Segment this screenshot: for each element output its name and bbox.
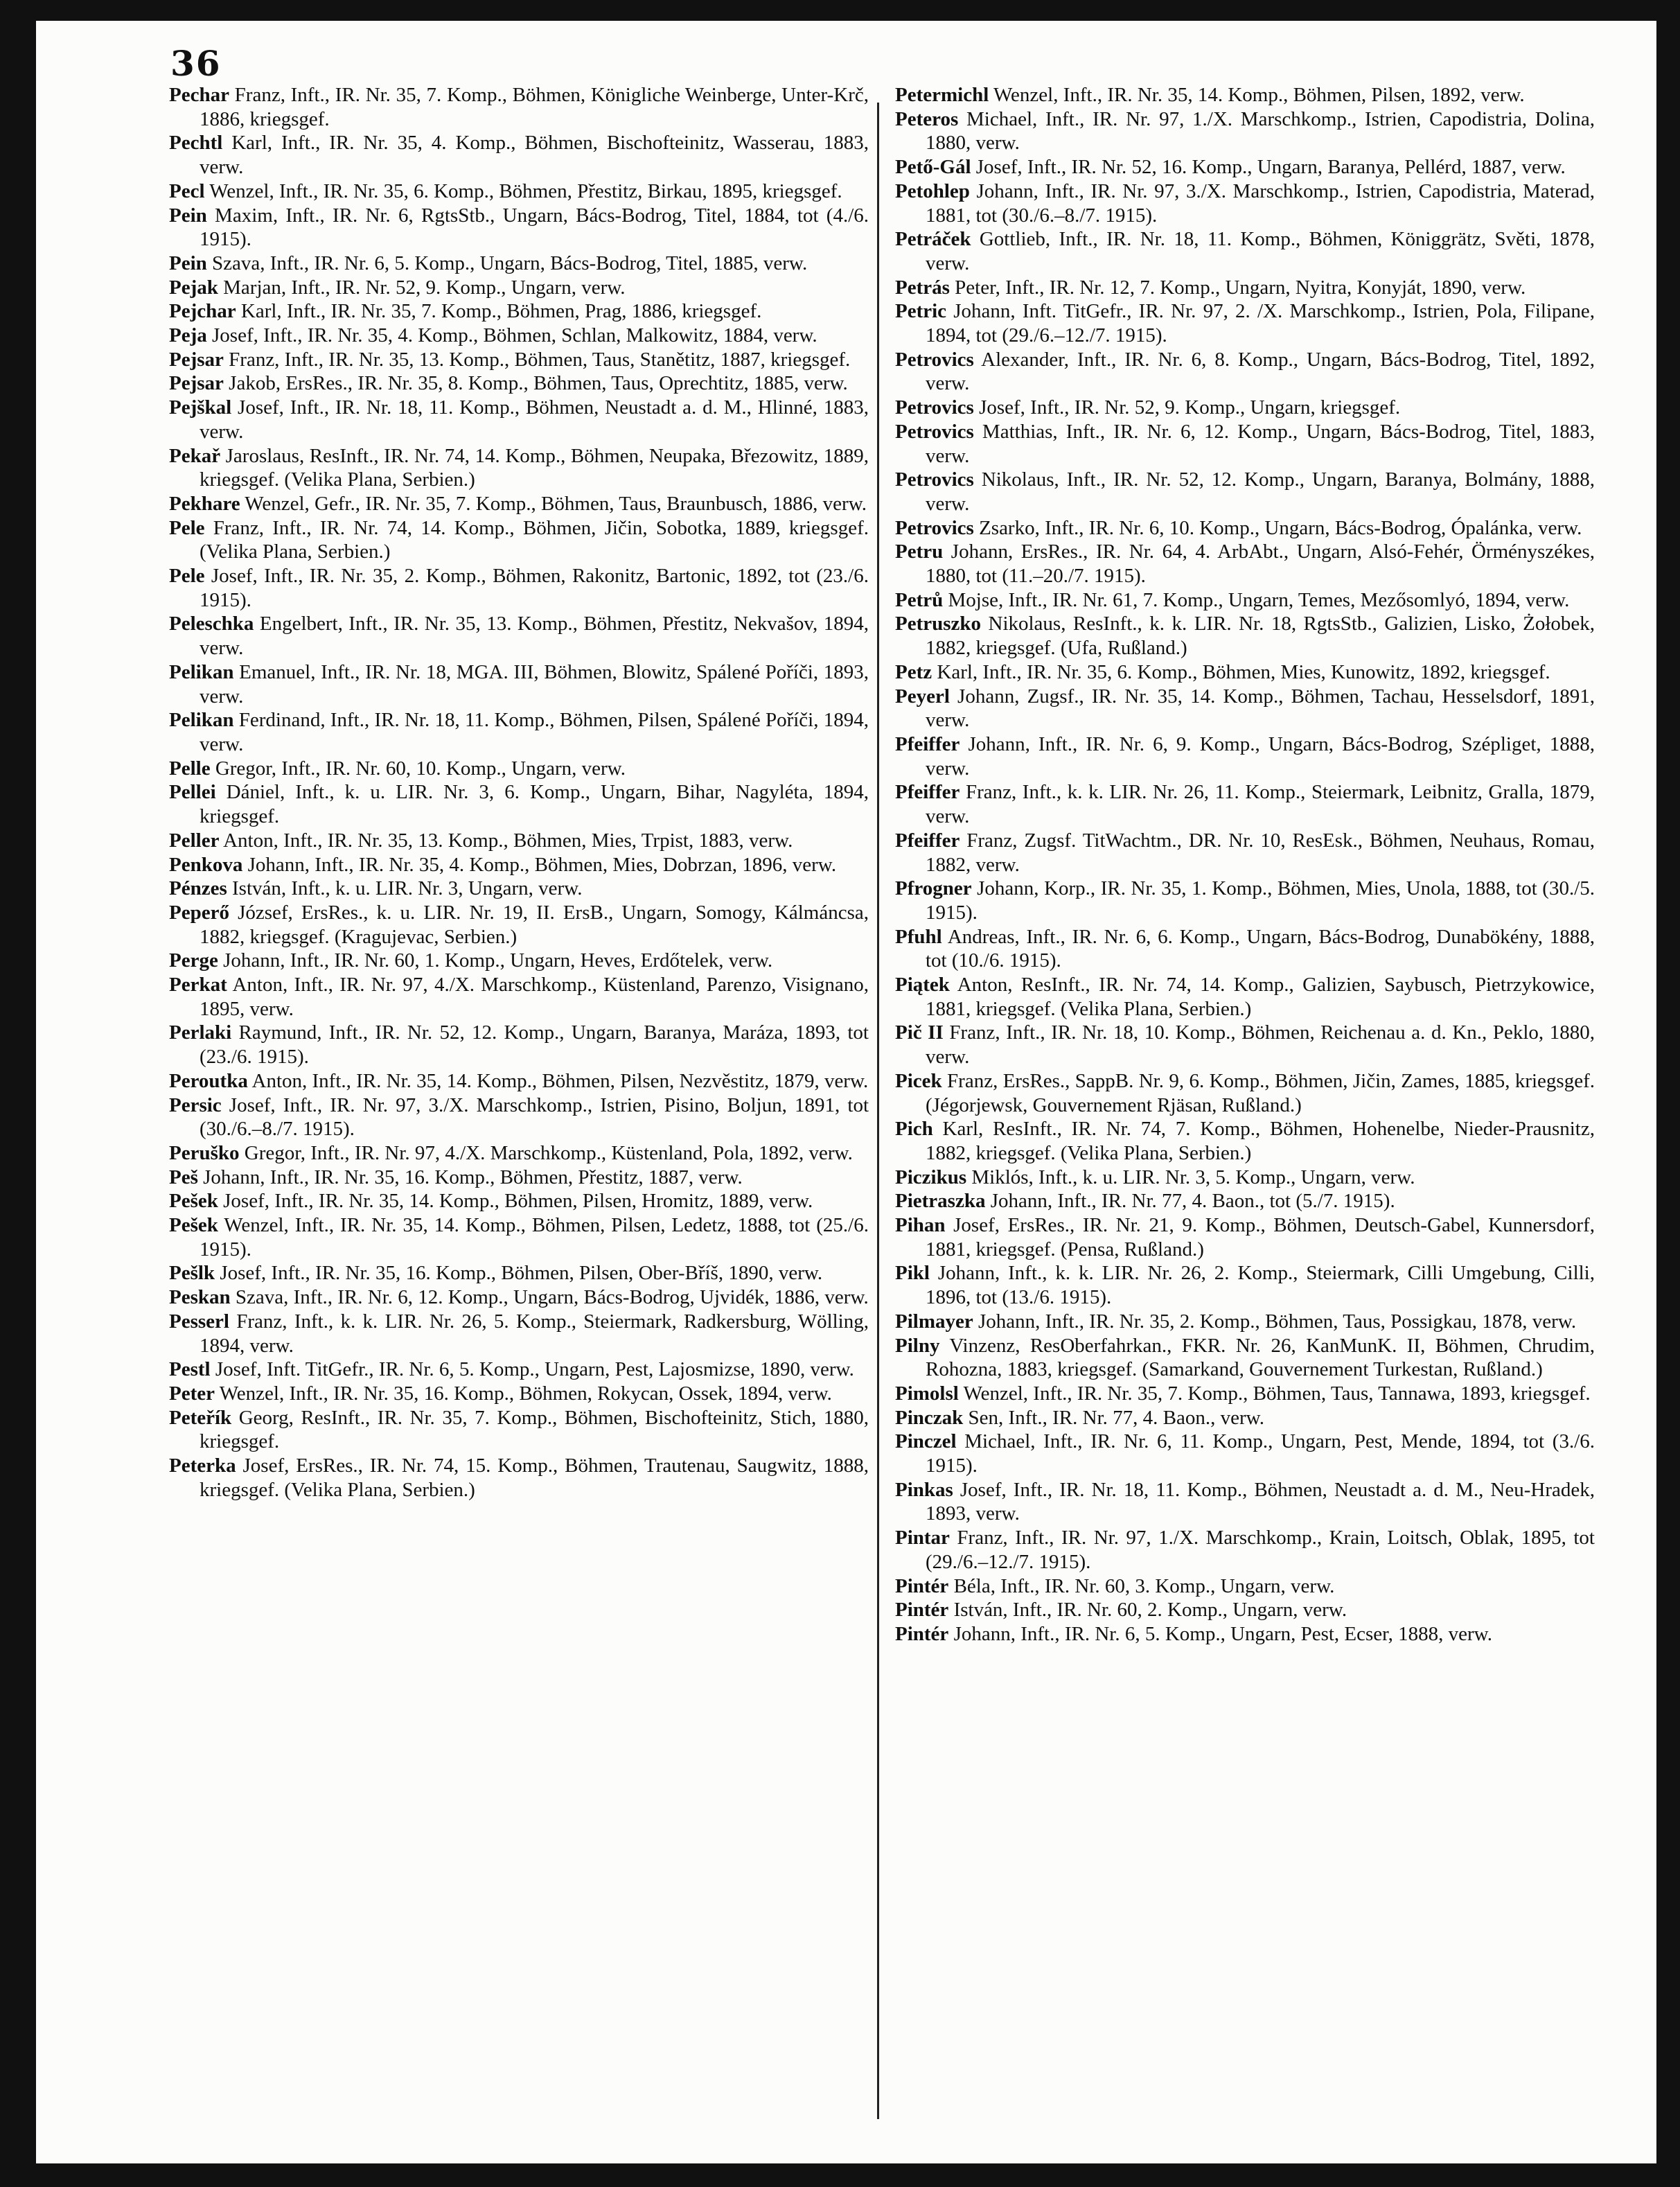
list-item bbox=[895, 685, 1595, 732]
entry-surname: Pintér bbox=[895, 1599, 949, 1622]
entry-details: Johann, Inft., IR. Nr. 35, 2. Komp., Böhmen, Taus, Possigkau, 1878, verw. bbox=[973, 1310, 1577, 1333]
entry-details: Johann, Korp., IR. Nr. 35, 1. Komp., Böhmen, Mies, Unola, 1888, tot (30./5. 1915). bbox=[926, 877, 1595, 924]
entry-surname: Pikl bbox=[895, 1262, 930, 1285]
entry-details: Johann, Zugsf., IR. Nr. 35, 14. Komp., Böhmen, Tachau, Hesselsdorf, 1891, verw. bbox=[926, 685, 1595, 732]
entry-details: Raymund, Inft., IR. Nr. 52, 12. Komp., Ungarn, Baranya, Maráza, 1893, tot (23./6. 1915). bbox=[200, 1021, 869, 1069]
entry-surname: Pellei bbox=[169, 781, 216, 804]
list-item bbox=[895, 1406, 1595, 1430]
entry-surname: Pejsar bbox=[169, 348, 224, 371]
entry-surname: Pesserl bbox=[169, 1310, 229, 1333]
entry-surname: Peruško bbox=[169, 1141, 240, 1164]
entry-surname: Pein bbox=[169, 204, 207, 227]
entry-details: Josef, ErsRes., IR. Nr. 74, 15. Komp., Böhmen, Trautenau, Saugwitz, 1888, kriegsgef. (Velika Plana, Serbien.) bbox=[200, 1455, 869, 1501]
list-item bbox=[895, 1526, 1595, 1574]
entry-details: Franz, Inft., k. k. LIR. Nr. 26, 11. Komp., Steiermark, Leibnitz, Gralla, 1879, verw. bbox=[926, 781, 1595, 828]
list-item bbox=[169, 179, 869, 204]
entry-details: Zsarko, Inft., IR. Nr. 6, 10. Komp., Ungarn, Bács-Bodrog, Ópalánka, verw. bbox=[973, 516, 1582, 539]
list-item bbox=[169, 1261, 869, 1285]
entry-details: Franz, Inft., IR. Nr. 35, 13. Komp., Böhmen, Taus, Stanětitz, 1887, kriegsgef. bbox=[223, 348, 851, 371]
list-item bbox=[895, 540, 1595, 588]
list-item bbox=[895, 877, 1595, 924]
list-item bbox=[169, 324, 869, 348]
entry-surname: Petrovics bbox=[895, 468, 974, 491]
entry-surname: Pihan bbox=[895, 1214, 946, 1237]
entry-surname: Pein bbox=[169, 252, 207, 274]
entry-surname: Pejškal bbox=[169, 396, 232, 419]
entry-surname: Petohlep bbox=[895, 179, 970, 202]
entry-details: Engelbert, Inft., IR. Nr. 35, 13. Komp., Böhmen, Přestitz, Nekvašov, 1894, verw. bbox=[200, 613, 869, 660]
entry-surname: Pimolsl bbox=[895, 1382, 959, 1405]
entry-surname: Petrovics bbox=[895, 396, 974, 419]
list-item bbox=[895, 1430, 1595, 1477]
entry-details: Josef, Inft. TitGefr., IR. Nr. 6, 5. Komp., Ungarn, Pest, Lajosmizse, 1890, verw. bbox=[210, 1358, 854, 1381]
entry-details: Franz, ErsRes., SappB. Nr. 9, 6. Komp., Böhmen, Jičin, Zames, 1885, kriegsgef. (Jégorjewsk, Gouvernement Rjäsan, Rußland.) bbox=[926, 1069, 1595, 1116]
entry-details: Josef, Inft., IR. Nr. 18, 11. Komp., Böhmen, Neustadt a. d. M., Hlinné, 1883, verw. bbox=[200, 396, 869, 443]
entry-surname: Pinczak bbox=[895, 1406, 964, 1429]
entry-surname: Pietraszka bbox=[895, 1190, 986, 1213]
entry-surname: Petric bbox=[895, 300, 947, 323]
entry-details: Franz, Inft., k. k. LIR. Nr. 26, 5. Komp., Steiermark, Radkersburg, Wölling, 1894, verw. bbox=[200, 1310, 869, 1357]
entry-surname: Pilmayer bbox=[895, 1310, 973, 1333]
entry-surname: Peter bbox=[169, 1382, 215, 1405]
entry-details: Franz, Zugsf. TitWachtm., DR. Nr. 10, ResEsk., Böhmen, Neuhaus, Romau, 1882, verw. bbox=[926, 829, 1595, 876]
entry-surname: Peperő bbox=[169, 901, 229, 924]
list-item bbox=[169, 1213, 869, 1261]
entry-details: Wenzel, Inft., IR. Nr. 35, 16. Komp., Böhmen, Rokycan, Ossek, 1894, verw. bbox=[215, 1382, 832, 1405]
list-item bbox=[895, 660, 1595, 685]
list-item bbox=[895, 299, 1595, 347]
entry-surname: Pelikan bbox=[169, 660, 234, 683]
entry-details: Johann, Inft., IR. Nr. 6, 9. Komp., Ungarn, Bács-Bodrog, Szépliget, 1888, verw. bbox=[926, 732, 1595, 780]
scan-border-top bbox=[0, 0, 1680, 21]
entry-surname: Pfrogner bbox=[895, 877, 972, 900]
list-item bbox=[169, 829, 869, 853]
entry-surname: Perge bbox=[169, 949, 218, 972]
entry-surname: Petrů bbox=[895, 588, 944, 611]
entry-details: Jakob, ErsRes., IR. Nr. 35, 8. Komp., Böhmen, Taus, Oprechtitz, 1885, verw. bbox=[223, 372, 848, 395]
list-item bbox=[169, 1454, 869, 1502]
entry-surname: Peš bbox=[169, 1166, 198, 1188]
entry-details: Dániel, Inft., k. u. LIR. Nr. 3, 6. Komp., Ungarn, Bihar, Nagyléta, 1894, kriegsgef. bbox=[200, 781, 869, 828]
entry-surname: Petrovics bbox=[895, 348, 974, 371]
list-item bbox=[169, 371, 869, 396]
entry-surname: Pintér bbox=[895, 1623, 949, 1645]
list-item bbox=[895, 1117, 1595, 1165]
entry-surname: Peleschka bbox=[169, 613, 254, 635]
entry-details: Mojse, Inft., IR. Nr. 61, 7. Komp., Ungarn, Temes, Mezősomlyó, 1894, verw. bbox=[943, 588, 1570, 611]
entry-surname: Pejsar bbox=[169, 372, 224, 395]
entry-details: Josef, Inft., IR. Nr. 35, 4. Komp., Böhmen, Schlan, Malkowitz, 1884, verw. bbox=[206, 324, 817, 347]
list-item bbox=[169, 444, 869, 492]
entry-surname: Pešek bbox=[169, 1214, 218, 1237]
entry-surname: Peterka bbox=[169, 1455, 236, 1477]
entry-surname: Pekhare bbox=[169, 492, 240, 515]
list-item bbox=[895, 829, 1595, 877]
entry-surname: Pele bbox=[169, 565, 205, 588]
entry-surname: Pfeiffer bbox=[895, 829, 960, 852]
list-item bbox=[169, 660, 869, 708]
entry-details: Josef, Inft., IR. Nr. 35, 14. Komp., Böhmen, Pilsen, Hromitz, 1889, verw. bbox=[218, 1190, 813, 1213]
entry-details: Ferdinand, Inft., IR. Nr. 18, 11. Komp., Böhmen, Pilsen, Spálené Poříči, 1894, verw. bbox=[200, 709, 869, 755]
entry-surname: Perlaki bbox=[169, 1021, 232, 1044]
entry-surname: Persic bbox=[169, 1094, 222, 1116]
entry-details: Josef, Inft., IR. Nr. 52, 9. Komp., Ungarn, kriegsgef. bbox=[973, 396, 1401, 419]
list-item bbox=[895, 107, 1595, 155]
entry-surname: Peyerl bbox=[895, 685, 950, 708]
list-item bbox=[895, 1382, 1595, 1406]
entry-surname: Pič II bbox=[895, 1021, 944, 1044]
entry-details: Peter, Inft., IR. Nr. 12, 7. Komp., Ungarn, Nyitra, Konyját, 1890, verw. bbox=[949, 276, 1526, 299]
list-item bbox=[169, 612, 869, 660]
list-item bbox=[895, 348, 1595, 396]
entry-surname: Peteřík bbox=[169, 1406, 232, 1429]
list-item bbox=[169, 853, 869, 877]
entry-surname: Pecl bbox=[169, 179, 205, 202]
entry-details: Miklós, Inft., k. u. LIR. Nr. 3, 5. Komp., Ungarn, verw. bbox=[966, 1166, 1415, 1188]
entry-surname: Pfeiffer bbox=[895, 732, 960, 755]
entry-details: Johann, Inft., IR. Nr. 6, 5. Komp., Ungarn, Pest, Ecser, 1888, verw. bbox=[948, 1623, 1492, 1645]
list-item bbox=[895, 780, 1595, 828]
list-item bbox=[169, 780, 869, 828]
list-item bbox=[895, 732, 1595, 780]
entry-details: Anton, Inft., IR. Nr. 97, 4./X. Marschkomp., Küstenland, Parenzo, Visignano, 1895, verw. bbox=[200, 974, 869, 1020]
entry-details: Wenzel, Inft., IR. Nr. 35, 6. Komp., Böhmen, Přestitz, Birkau, 1895, kriegsgef. bbox=[204, 179, 842, 202]
entry-surname: Petruszko bbox=[895, 613, 982, 635]
entry-details: Emanuel, Inft., IR. Nr. 18, MGA. III, Böhmen, Blowitz, Spálené Poříči, 1893, verw. bbox=[200, 660, 869, 708]
column-divider bbox=[877, 103, 879, 2119]
entry-details: Josef, Inft., IR. Nr. 97, 3./X. Marschkomp., Istrien, Pisino, Boljun, 1891, tot (30./6.–8./7. 1915). bbox=[200, 1094, 869, 1141]
list-item bbox=[895, 1021, 1595, 1069]
entry-surname: Pintar bbox=[895, 1527, 950, 1549]
entry-details: Johann, Inft., k. k. LIR. Nr. 26, 2. Komp., Steiermark, Cilli Umgebung, Cilli, 1896, tot (13./6. 1915). bbox=[926, 1262, 1595, 1309]
entry-details: Szava, Inft., IR. Nr. 6, 5. Komp., Ungarn, Bács-Bodrog, Titel, 1885, verw. bbox=[206, 252, 808, 274]
list-item bbox=[169, 1189, 869, 1213]
entry-details: Wenzel, Gefr., IR. Nr. 35, 7. Komp., Böhmen, Taus, Braunbusch, 1886, verw. bbox=[240, 492, 867, 515]
list-item bbox=[169, 492, 869, 516]
entry-details: Gregor, Inft., IR. Nr. 60, 10. Komp., Ungarn, verw. bbox=[210, 757, 626, 780]
entry-surname: Peteros bbox=[895, 107, 959, 130]
entry-surname: Pelle bbox=[169, 757, 211, 780]
list-item bbox=[895, 420, 1595, 468]
entry-surname: Pénzes bbox=[169, 877, 227, 900]
entry-surname: Pilny bbox=[895, 1334, 940, 1357]
list-item bbox=[895, 1213, 1595, 1261]
entry-details: Maxim, Inft., IR. Nr. 6, RgtsStb., Ungarn, Bács-Bodrog, Titel, 1884, tot (4./6. 1915). bbox=[200, 204, 869, 251]
entry-surname: Picek bbox=[895, 1069, 942, 1092]
list-item bbox=[895, 1166, 1595, 1190]
entry-details: Johann, Inft., IR. Nr. 35, 4. Komp., Böhmen, Mies, Dobrzan, 1896, verw. bbox=[242, 853, 837, 876]
entry-details: Josef, Inft., IR. Nr. 35, 16. Komp., Böhmen, Pilsen, Ober-Bříš, 1890, verw. bbox=[215, 1262, 823, 1285]
entry-surname: Peller bbox=[169, 829, 220, 852]
list-item bbox=[895, 973, 1595, 1021]
list-item bbox=[895, 179, 1595, 227]
list-item bbox=[895, 1598, 1595, 1622]
entry-details: Wenzel, Inft., IR. Nr. 35, 14. Komp., Böhmen, Pilsen, 1892, verw. bbox=[989, 84, 1525, 106]
list-item bbox=[169, 83, 869, 131]
list-item bbox=[895, 468, 1595, 516]
list-item bbox=[169, 1069, 869, 1094]
entry-details: Anton, Inft., IR. Nr. 35, 13. Komp., Böhmen, Mies, Trpist, 1883, verw. bbox=[219, 829, 793, 852]
list-item bbox=[895, 1334, 1595, 1382]
entry-surname: Pejak bbox=[169, 276, 218, 299]
list-item bbox=[169, 949, 869, 973]
list-item bbox=[169, 516, 869, 564]
list-item bbox=[169, 1310, 869, 1358]
entry-details: Josef, Inft., IR. Nr. 18, 11. Komp., Böhmen, Neustadt a. d. M., Neu-Hradek, 1893, verw. bbox=[926, 1478, 1595, 1525]
list-item bbox=[169, 276, 869, 300]
entry-surname: Penkova bbox=[169, 853, 243, 876]
list-item bbox=[895, 612, 1595, 660]
list-item bbox=[895, 1261, 1595, 1309]
entry-surname: Petz bbox=[895, 660, 932, 683]
entry-surname: Peroutka bbox=[169, 1069, 248, 1092]
list-item bbox=[169, 757, 869, 781]
list-item bbox=[169, 204, 869, 252]
list-item bbox=[895, 1574, 1595, 1599]
list-item bbox=[169, 877, 869, 901]
list-item bbox=[895, 1310, 1595, 1334]
entry-details: Johann, ErsRes., IR. Nr. 64, 4. ArbAbt., Ungarn, Alsó-Fehér, Örményszékes, 1880, tot (11.–20./7. 1915). bbox=[926, 541, 1595, 588]
list-item bbox=[169, 1285, 869, 1310]
left-column bbox=[169, 83, 869, 1502]
list-item bbox=[169, 1166, 869, 1190]
entry-details: Béla, Inft., IR. Nr. 60, 3. Komp., Ungarn, verw. bbox=[948, 1574, 1335, 1597]
entry-surname: Petráček bbox=[895, 228, 971, 251]
entry-details: Karl, ResInft., IR. Nr. 74, 7. Komp., Böhmen, Hohenelbe, Nieder-Prausnitz, 1882, kriegsgef. (Velika Plana, Serbien.) bbox=[926, 1118, 1595, 1164]
list-item bbox=[169, 973, 869, 1021]
entry-surname: Pešek bbox=[169, 1190, 218, 1213]
entry-surname: Pető-Gál bbox=[895, 156, 971, 179]
entry-surname: Piątek bbox=[895, 974, 950, 996]
entry-details: Franz, Inft., IR. Nr. 35, 7. Komp., Böhmen, Königliche Weinberge, Unter-Krč, 1886, kriegsgef. bbox=[200, 84, 869, 130]
entry-details: Franz, Inft., IR. Nr. 97, 1./X. Marschkomp., Krain, Loitsch, Oblak, 1895, tot (29./6.–12./7. 1915). bbox=[926, 1527, 1595, 1573]
entry-details: Franz, Inft., IR. Nr. 18, 10. Komp., Böhmen, Reichenau a. d. Kn., Peklo, 1880, verw. bbox=[926, 1021, 1595, 1069]
entry-details: Vinzenz, ResOberfahrkan., FKR. Nr. 26, KanMunK. II, Böhmen, Chrudim, Rohozna, 1883, kriegsgef. (Samarkand, Gouvernement Turkestan, Rußland.) bbox=[926, 1334, 1595, 1381]
list-item bbox=[169, 131, 869, 179]
entry-details: Szava, Inft., IR. Nr. 6, 12. Komp., Ungarn, Bács-Bodrog, Ujvidék, 1886, verw. bbox=[230, 1286, 869, 1309]
entry-details: Anton, ResInft., IR. Nr. 74, 14. Komp., Galizien, Saybusch, Pietrzykowice, 1881, kriegsgef. (Velika Plana, Serbien.) bbox=[926, 974, 1595, 1020]
list-item bbox=[895, 1189, 1595, 1213]
scan-border-left bbox=[0, 0, 36, 2187]
list-item bbox=[895, 1069, 1595, 1117]
entry-surname: Pele bbox=[169, 516, 205, 539]
entry-details: Sen, Inft., IR. Nr. 77, 4. Baon., verw. bbox=[963, 1406, 1264, 1429]
entry-details: Gregor, Inft., IR. Nr. 97, 4./X. Marschkomp., Küstenland, Pola, 1892, verw. bbox=[239, 1141, 853, 1164]
entry-details: Karl, Inft., IR. Nr. 35, 4. Komp., Böhmen, Bischofteinitz, Wasserau, 1883, verw. bbox=[200, 132, 869, 179]
entry-surname: Peja bbox=[169, 324, 207, 347]
right-column bbox=[895, 83, 1595, 1646]
entry-surname: Pešlk bbox=[169, 1262, 215, 1285]
entry-surname: Pestl bbox=[169, 1358, 211, 1381]
entry-surname: Petru bbox=[895, 541, 944, 563]
entry-details: István, Inft., IR. Nr. 60, 2. Komp., Ungarn, verw. bbox=[948, 1599, 1347, 1622]
entry-details: Andreas, Inft., IR. Nr. 6, 6. Komp., Ungarn, Bács-Bodrog, Dunabökény, 1888, tot (10./6. 1915). bbox=[926, 925, 1595, 972]
entry-details: József, ErsRes., k. u. LIR. Nr. 19, II. ErsB., Ungarn, Somogy, Kálmáncsa, 1882, kriegsgef. (Kragujevac, Serbien.) bbox=[200, 901, 869, 948]
entry-details: Johann, Inft., IR. Nr. 35, 16. Komp., Böhmen, Přestitz, 1887, verw. bbox=[197, 1166, 743, 1188]
entry-details: Josef, Inft., IR. Nr. 52, 16. Komp., Ungarn, Baranya, Pellérd, 1887, verw. bbox=[971, 156, 1566, 179]
list-item bbox=[895, 396, 1595, 420]
entry-details: Matthias, Inft., IR. Nr. 6, 12. Komp., Ungarn, Bács-Bodrog, Titel, 1883, verw. bbox=[926, 420, 1595, 467]
entry-surname: Pechar bbox=[169, 84, 229, 106]
list-item bbox=[169, 396, 869, 443]
entry-details: Wenzel, Inft., IR. Nr. 35, 7. Komp., Böhmen, Taus, Tannawa, 1893, kriegsgef. bbox=[958, 1382, 1591, 1405]
entry-details: Johann, Inft., IR. Nr. 77, 4. Baon., tot (5./7. 1915). bbox=[985, 1190, 1395, 1213]
entry-surname: Petermichl bbox=[895, 84, 989, 106]
entry-details: István, Inft., k. u. LIR. Nr. 3, Ungarn, verw. bbox=[227, 877, 583, 900]
entry-surname: Pekař bbox=[169, 444, 221, 467]
entry-details: Alexander, Inft., IR. Nr. 6, 8. Komp., Ungarn, Bács-Bodrog, Titel, 1892, verw. bbox=[926, 348, 1595, 395]
entry-details: Gottlieb, Inft., IR. Nr. 18, 11. Komp., Böhmen, Königgrätz, Světi, 1878, verw. bbox=[926, 228, 1595, 274]
list-item bbox=[895, 155, 1595, 179]
entry-details: Franz, Inft., IR. Nr. 74, 14. Komp., Böhmen, Jičin, Sobotka, 1889, kriegsgef. (Velika Plana, Serbien.) bbox=[200, 516, 869, 563]
entry-details: Wenzel, Inft., IR. Nr. 35, 14. Komp., Böhmen, Pilsen, Ledetz, 1888, tot (25./6. 1915). bbox=[200, 1214, 869, 1261]
entry-details: Karl, Inft., IR. Nr. 35, 6. Komp., Böhmen, Mies, Kunowitz, 1892, kriegsgef. bbox=[932, 660, 1550, 683]
list-item bbox=[895, 1622, 1595, 1646]
entry-details: Karl, Inft., IR. Nr. 35, 7. Komp., Böhmen, Prag, 1886, kriegsgef. bbox=[236, 300, 762, 323]
entry-surname: Peskan bbox=[169, 1286, 231, 1309]
entry-surname: Pich bbox=[895, 1118, 933, 1141]
entry-surname: Pfeiffer bbox=[895, 781, 960, 804]
list-item bbox=[169, 564, 869, 612]
entry-details: Michael, Inft., IR. Nr. 6, 11. Komp., Ungarn, Pest, Mende, 1894, tot (3./6. 1915). bbox=[926, 1430, 1595, 1477]
list-item bbox=[169, 1358, 869, 1382]
entry-surname: Pinczel bbox=[895, 1430, 957, 1453]
entry-surname: Pejchar bbox=[169, 300, 236, 323]
list-item bbox=[895, 1478, 1595, 1526]
list-item bbox=[895, 516, 1595, 541]
list-item bbox=[895, 227, 1595, 275]
entry-surname: Pintér bbox=[895, 1574, 949, 1597]
list-item bbox=[169, 252, 869, 276]
list-item bbox=[895, 925, 1595, 973]
entry-details: Georg, ResInft., IR. Nr. 35, 7. Komp., Böhmen, Bischofteinitz, Stich, 1880, kriegsgef. bbox=[200, 1406, 869, 1453]
list-item bbox=[169, 708, 869, 756]
entry-details: Michael, Inft., IR. Nr. 97, 1./X. Marschkomp., Istrien, Capodistria, Dolina, 1880, verw. bbox=[926, 107, 1595, 155]
page-number: 36 bbox=[170, 43, 222, 84]
entry-surname: Pelikan bbox=[169, 709, 234, 732]
list-item bbox=[895, 588, 1595, 613]
entry-surname: Petrovics bbox=[895, 420, 974, 443]
list-item bbox=[169, 1141, 869, 1166]
list-item bbox=[169, 901, 869, 949]
list-item bbox=[169, 1382, 869, 1406]
scan-border-right bbox=[1656, 0, 1680, 2187]
entry-surname: Pfuhl bbox=[895, 925, 942, 948]
list-item bbox=[169, 348, 869, 372]
entry-surname: Pinkas bbox=[895, 1478, 953, 1501]
entry-details: Josef, ErsRes., IR. Nr. 21, 9. Komp., Böhmen, Deutsch-Gabel, Kunnersdorf, 1881, kriegsgef. (Pensa, Rußland.) bbox=[926, 1214, 1595, 1261]
entry-details: Nikolaus, Inft., IR. Nr. 52, 12. Komp., Ungarn, Baranya, Bolmány, 1888, verw. bbox=[926, 468, 1595, 515]
entry-surname: Perkat bbox=[169, 974, 227, 996]
entry-details: Josef, Inft., IR. Nr. 35, 2. Komp., Böhmen, Rakonitz, Bartonic, 1892, tot (23./6. 1915). bbox=[200, 565, 869, 611]
entry-details: Nikolaus, ResInft., k. k. LIR. Nr. 18, RgtsStb., Galizien, Lisko, Żołobek, 1882, kriegsgef. (Ufa, Rußland.) bbox=[926, 613, 1595, 660]
entry-details: Jaroslaus, ResInft., IR. Nr. 74, 14. Komp., Böhmen, Neupaka, Březowitz, 1889, kriegsgef. (Velika Plana, Serbien.) bbox=[200, 444, 869, 491]
entry-details: Johann, Inft. TitGefr., IR. Nr. 97, 2. /X. Marschkomp., Istrien, Pola, Filipane, 1894, tot (29./6.–12./7. 1915). bbox=[926, 300, 1595, 347]
entry-details: Johann, Inft., IR. Nr. 97, 3./X. Marschkomp., Istrien, Capodistria, Materad, 1881, tot (30./6.–8./7. 1915). bbox=[926, 179, 1595, 227]
scan-border-bottom bbox=[0, 2163, 1680, 2187]
entry-details: Johann, Inft., IR. Nr. 60, 1. Komp., Ungarn, Heves, Erdőtelek, verw. bbox=[218, 949, 773, 972]
entry-surname: Pechtl bbox=[169, 132, 223, 155]
list-item bbox=[895, 83, 1595, 107]
list-item bbox=[169, 1021, 869, 1069]
list-item bbox=[169, 1406, 869, 1454]
entry-surname: Petrovics bbox=[895, 516, 974, 539]
entry-surname: Petrás bbox=[895, 276, 950, 299]
entry-surname: Piczikus bbox=[895, 1166, 967, 1188]
list-item bbox=[895, 276, 1595, 300]
entry-details: Anton, Inft., IR. Nr. 35, 14. Komp., Böhmen, Pilsen, Nezvěstitz, 1879, verw. bbox=[247, 1069, 869, 1092]
entry-details: Marjan, Inft., IR. Nr. 52, 9. Komp., Ungarn, verw. bbox=[218, 276, 626, 299]
list-item bbox=[169, 1094, 869, 1141]
list-item bbox=[169, 299, 869, 324]
